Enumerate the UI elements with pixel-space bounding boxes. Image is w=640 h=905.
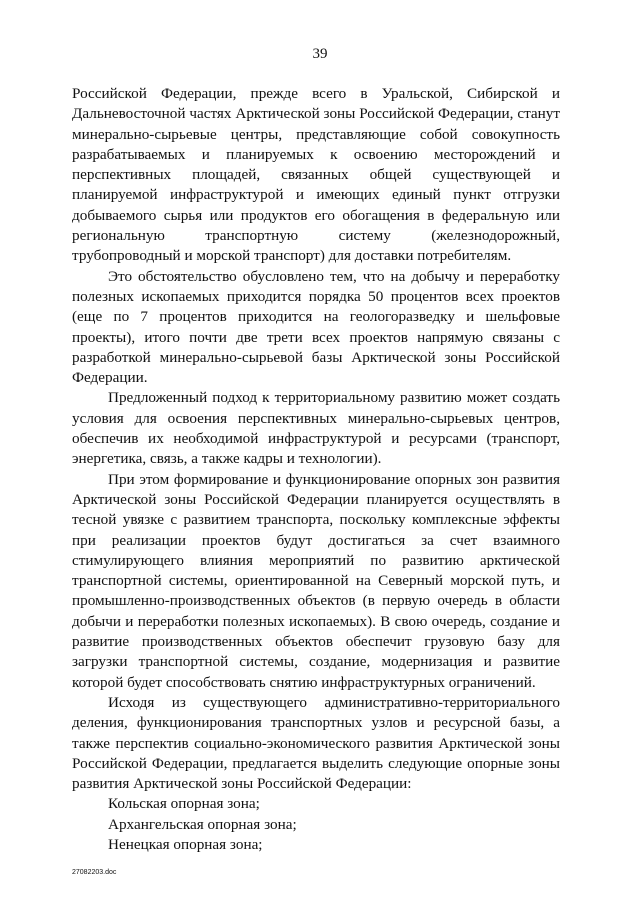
paragraph-continuation: Российской Федерации, прежде всего в Уральской, Сибирской и Дальневосточной частях Арктической зоны Российской Федерации, станут минерально-сырьевые центры, представляющие собой совокупность разрабатываемых и планируемых к освоению месторождений и перспективных площадей, связанных общей существующей и планируемой инфраструктурой и имеющих единый пункт отгрузки добываемого сырья или продуктов его обогащения в федеральную или региональную транспортную систему (железнодорожный, трубопроводный и морской транспорт) для доставки потребителям. [72,85,560,265]
list-item: Архангельская опорная зона; [108,815,297,833]
paragraph: Исходя из существующего административно-территориального деления, функционирования транспортных узлов и ресурсной базы, а также перспектив социально-экономического развития Арктической зоны Российской Федерации, предлагается выделить следующие опорные зоны развития Арктической зоны Российской Федерации: [72,693,560,793]
paragraph: Это обстоятельство обусловлено тем, что на добычу и переработку полезных ископаемых приходится порядка 50 процентов всех проектов (еще по 7 процентов приходится на геологоразведку и шельфовые проекты), итого почти две трети всех проектов напрямую связаны с разработкой минерально-сырьевой базы Арктической зоны Российской Федерации. [72,267,560,387]
list-item: Кольская опорная зона; [108,795,260,813]
paragraph: При этом формирование и функционирование опорных зон развития Арктической зоны Российской Федерации планируется осуществлять в тесной увязке с развитием транспорта, поскольку комплексные эффекты при реализации проектов будут достигаться за счет взаимного стимулирующего влияния мероприятий по развитию арктической транспортной системы, ориентированной на Северный морской путь, и промышленно-производственных объектов (в первую очередь в области добычи и переработки полезных ископаемых). В свою очередь, создание и развитие производственных объектов обеспечит грузовую базу для загрузки транспортной системы, создание, модернизация и развитие которой будет способствовать снятию инфраструктурных ограничений. [72,470,560,691]
list-item: Ненецкая опорная зона; [108,835,263,853]
document-filename-footer: 27082203.doc [72,869,117,876]
paragraph: Предложенный подход к территориальному развитию может создать условия для освоения перспективных минерально-сырьевых центров, обеспечив их необходимой инфраструктурой и ресурсами (транспорт, энергетика, связь, а также кадры и технологии). [72,389,560,468]
document-body [72,84,560,855]
page-number: 39 [312,46,328,62]
